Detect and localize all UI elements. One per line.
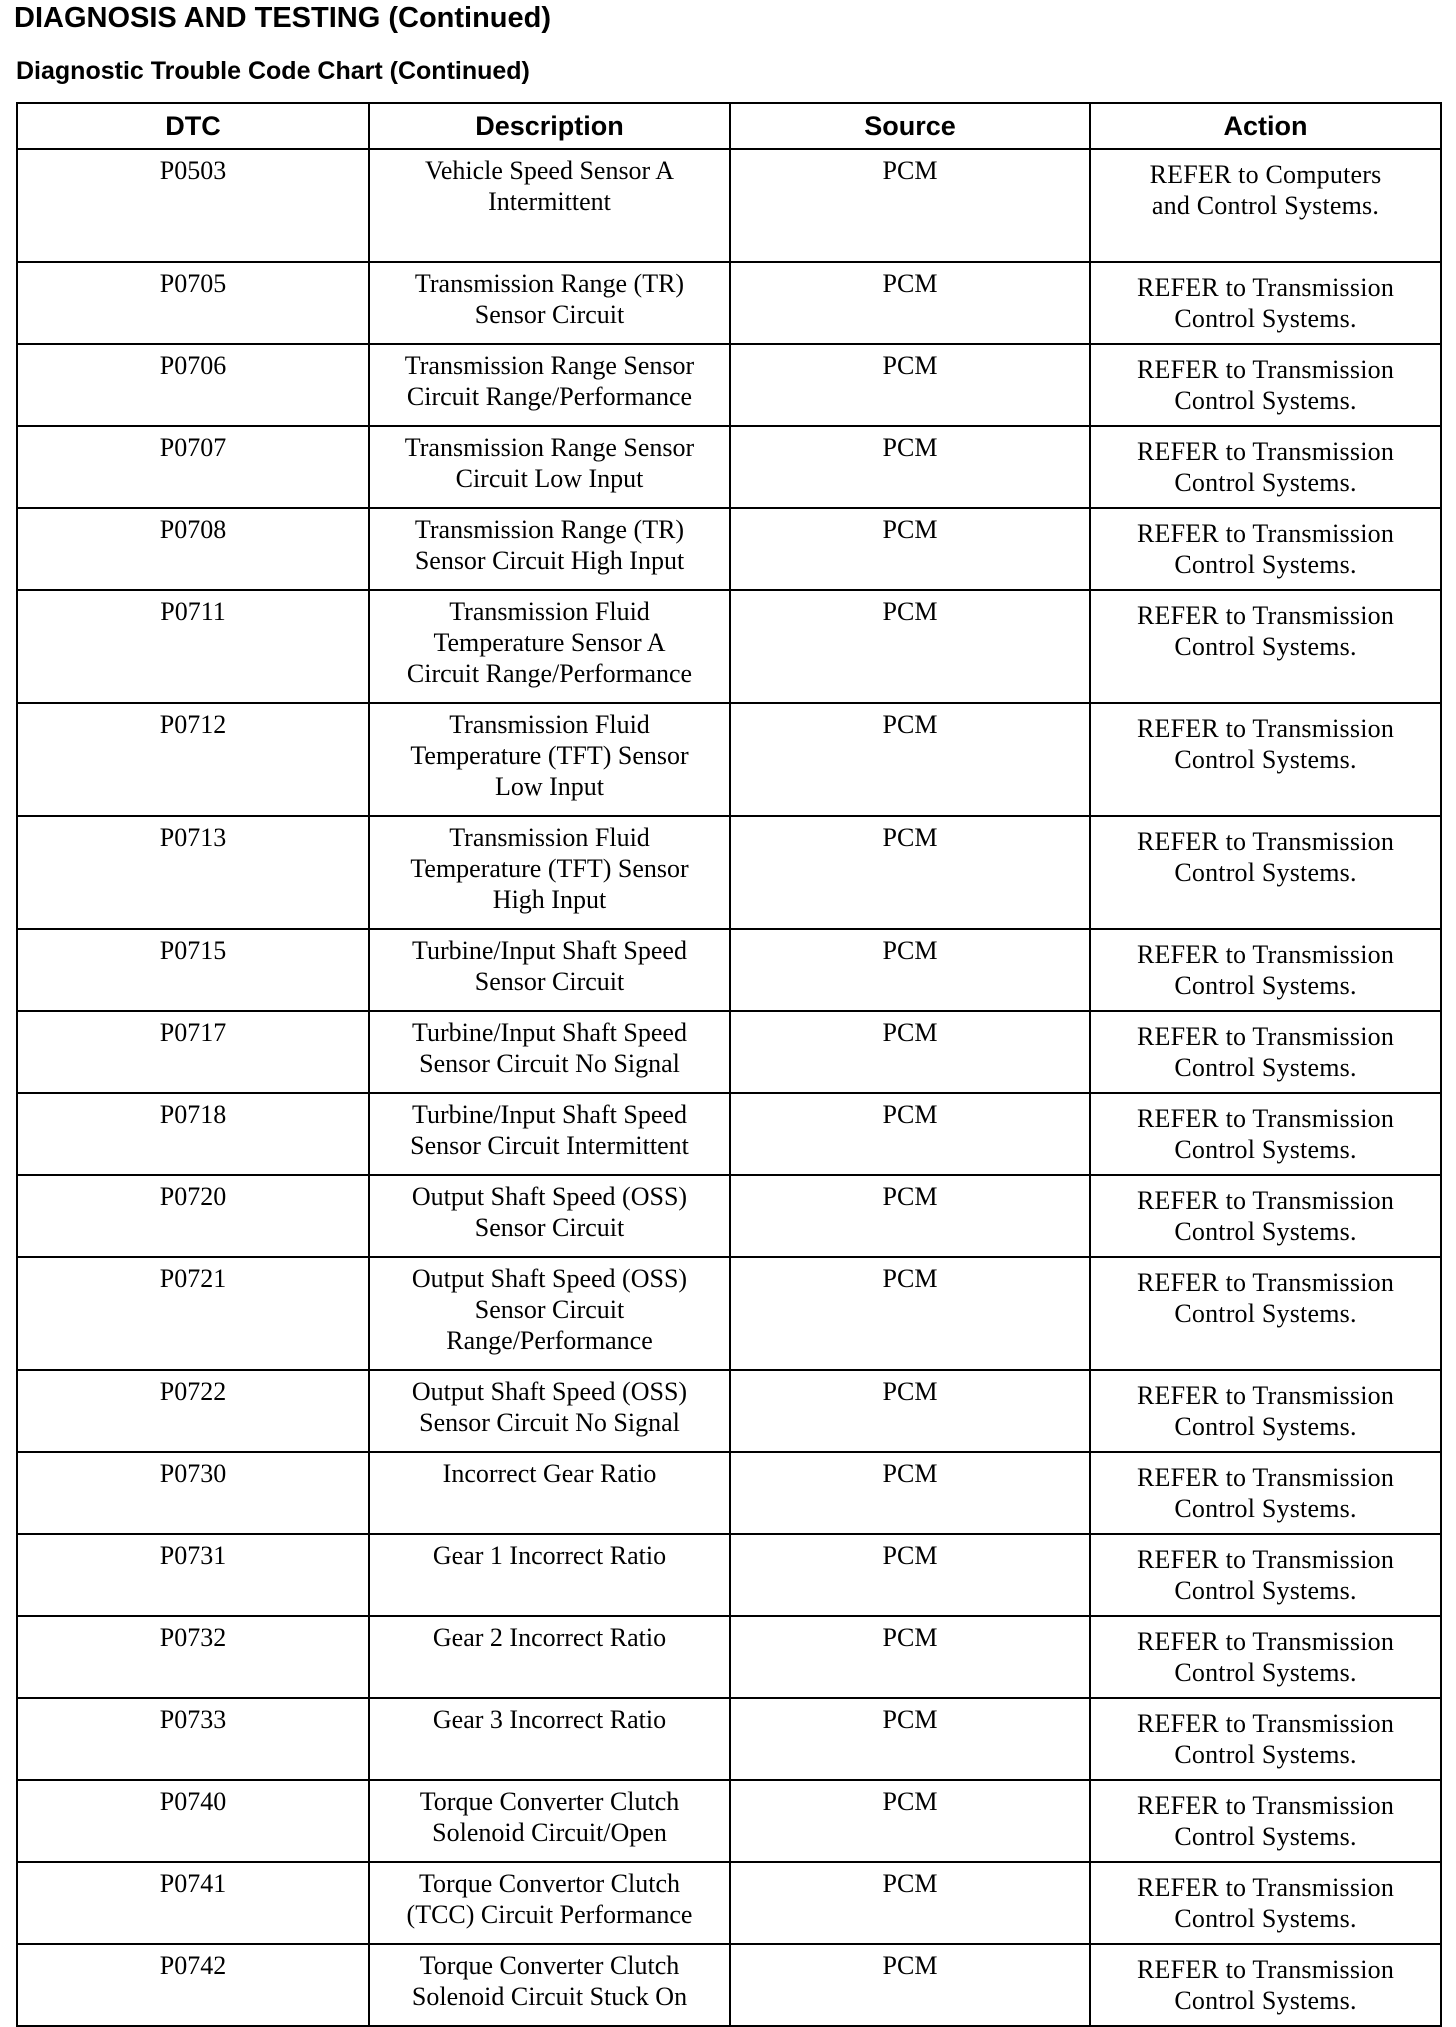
description-cell: Vehicle Speed Sensor A Intermittent bbox=[369, 149, 730, 262]
table-row bbox=[17, 1175, 1441, 1257]
description-cell: Transmission Range (TR) Sensor Circuit bbox=[369, 262, 730, 344]
dtc-cell: P0711 bbox=[17, 590, 369, 703]
source-cell: PCM bbox=[730, 1093, 1090, 1175]
dtc-cell: P0731 bbox=[17, 1534, 369, 1616]
dtc-cell: P0721 bbox=[17, 1257, 369, 1370]
dtc-cell: P0733 bbox=[17, 1698, 369, 1780]
action-cell: REFER to Transmission Control Systems. bbox=[1090, 1698, 1441, 1780]
dtc-cell: P0740 bbox=[17, 1780, 369, 1862]
column-header-description: Description bbox=[369, 103, 730, 149]
dtc-cell: P0730 bbox=[17, 1452, 369, 1534]
description-cell: Transmission Fluid Temperature (TFT) Sensor High Input bbox=[369, 816, 730, 929]
chart-title: Diagnostic Trouble Code Chart (Continued) bbox=[16, 57, 530, 85]
source-cell: PCM bbox=[730, 590, 1090, 703]
dtc-cell: P0741 bbox=[17, 1862, 369, 1944]
description-cell: Transmission Fluid Temperature (TFT) Sensor Low Input bbox=[369, 703, 730, 816]
description-cell: Output Shaft Speed (OSS) Sensor Circuit No Signal bbox=[369, 1370, 730, 1452]
description-cell: Torque Convertor Clutch (TCC) Circuit Performance bbox=[369, 1862, 730, 1944]
description-cell: Transmission Fluid Temperature Sensor A Circuit Range/Performance bbox=[369, 590, 730, 703]
action-cell: REFER to Transmission Control Systems. bbox=[1090, 1093, 1441, 1175]
table-row bbox=[17, 1944, 1441, 2026]
dtc-cell: P0503 bbox=[17, 149, 369, 262]
action-cell: REFER to Transmission Control Systems. bbox=[1090, 1011, 1441, 1093]
dtc-cell: P0718 bbox=[17, 1093, 369, 1175]
source-cell: PCM bbox=[730, 1698, 1090, 1780]
description-cell: Turbine/Input Shaft Speed Sensor Circuit No Signal bbox=[369, 1011, 730, 1093]
source-cell: PCM bbox=[730, 262, 1090, 344]
table-row bbox=[17, 508, 1441, 590]
action-cell: REFER to Transmission Control Systems. bbox=[1090, 816, 1441, 929]
description-cell: Transmission Range Sensor Circuit Low Input bbox=[369, 426, 730, 508]
page-title: DIAGNOSIS AND TESTING (Continued) bbox=[14, 2, 552, 34]
dtc-cell: P0742 bbox=[17, 1944, 369, 2026]
action-cell: REFER to Transmission Control Systems. bbox=[1090, 929, 1441, 1011]
dtc-cell: P0720 bbox=[17, 1175, 369, 1257]
description-cell: Turbine/Input Shaft Speed Sensor Circuit bbox=[369, 929, 730, 1011]
description-cell: Torque Converter Clutch Solenoid Circuit/Open bbox=[369, 1780, 730, 1862]
table-row bbox=[17, 149, 1441, 262]
source-cell: PCM bbox=[730, 1175, 1090, 1257]
source-cell: PCM bbox=[730, 1452, 1090, 1534]
table-row bbox=[17, 590, 1441, 703]
table-row bbox=[17, 1452, 1441, 1534]
source-cell: PCM bbox=[730, 1257, 1090, 1370]
table-row bbox=[17, 1011, 1441, 1093]
action-cell: REFER to Transmission Control Systems. bbox=[1090, 1944, 1441, 2026]
action-cell: REFER to Transmission Control Systems. bbox=[1090, 703, 1441, 816]
action-cell: REFER to Transmission Control Systems. bbox=[1090, 1452, 1441, 1534]
action-cell: REFER to Transmission Control Systems. bbox=[1090, 1862, 1441, 1944]
description-cell: Transmission Range (TR) Sensor Circuit High Input bbox=[369, 508, 730, 590]
table-row bbox=[17, 1093, 1441, 1175]
description-cell: Transmission Range Sensor Circuit Range/Performance bbox=[369, 344, 730, 426]
dtc-cell: P0712 bbox=[17, 703, 369, 816]
source-cell: PCM bbox=[730, 1780, 1090, 1862]
action-cell: REFER to Transmission Control Systems. bbox=[1090, 344, 1441, 426]
dtc-cell: P0708 bbox=[17, 508, 369, 590]
description-cell: Output Shaft Speed (OSS) Sensor Circuit bbox=[369, 1175, 730, 1257]
source-cell: PCM bbox=[730, 149, 1090, 262]
source-cell: PCM bbox=[730, 1944, 1090, 2026]
column-header-dtc: DTC bbox=[17, 103, 369, 149]
table-row bbox=[17, 1616, 1441, 1698]
source-cell: PCM bbox=[730, 508, 1090, 590]
source-cell: PCM bbox=[730, 1534, 1090, 1616]
source-cell: PCM bbox=[730, 344, 1090, 426]
table-row bbox=[17, 1370, 1441, 1452]
description-cell: Turbine/Input Shaft Speed Sensor Circuit Intermittent bbox=[369, 1093, 730, 1175]
table-row bbox=[17, 1862, 1441, 1944]
dtc-cell: P0717 bbox=[17, 1011, 369, 1093]
table-row bbox=[17, 1780, 1441, 1862]
table-row bbox=[17, 1698, 1441, 1780]
dtc-cell: P0707 bbox=[17, 426, 369, 508]
dtc-cell: P0715 bbox=[17, 929, 369, 1011]
action-cell: REFER to Transmission Control Systems. bbox=[1090, 590, 1441, 703]
action-cell: REFER to Transmission Control Systems. bbox=[1090, 1616, 1441, 1698]
source-cell: PCM bbox=[730, 1862, 1090, 1944]
table-row bbox=[17, 262, 1441, 344]
source-cell: PCM bbox=[730, 426, 1090, 508]
action-cell: REFER to Transmission Control Systems. bbox=[1090, 426, 1441, 508]
description-cell: Gear 3 Incorrect Ratio bbox=[369, 1698, 730, 1780]
action-cell: REFER to Transmission Control Systems. bbox=[1090, 1534, 1441, 1616]
description-cell: Incorrect Gear Ratio bbox=[369, 1452, 730, 1534]
description-cell: Gear 1 Incorrect Ratio bbox=[369, 1534, 730, 1616]
description-cell: Torque Converter Clutch Solenoid Circuit Stuck On bbox=[369, 1944, 730, 2026]
source-cell: PCM bbox=[730, 929, 1090, 1011]
table-row bbox=[17, 929, 1441, 1011]
table-row bbox=[17, 703, 1441, 816]
action-cell: REFER to Transmission Control Systems. bbox=[1090, 1780, 1441, 1862]
source-cell: PCM bbox=[730, 1616, 1090, 1698]
description-cell: Output Shaft Speed (OSS) Sensor Circuit Range/Performance bbox=[369, 1257, 730, 1370]
action-cell: REFER to Computers and Control Systems. bbox=[1090, 149, 1441, 262]
dtc-cell: P0732 bbox=[17, 1616, 369, 1698]
action-cell: REFER to Transmission Control Systems. bbox=[1090, 508, 1441, 590]
action-cell: REFER to Transmission Control Systems. bbox=[1090, 1257, 1441, 1370]
source-cell: PCM bbox=[730, 1370, 1090, 1452]
dtc-cell: P0706 bbox=[17, 344, 369, 426]
table-header-row bbox=[17, 103, 1441, 149]
table-row bbox=[17, 1257, 1441, 1370]
column-header-source: Source bbox=[730, 103, 1090, 149]
table-row bbox=[17, 344, 1441, 426]
dtc-cell: P0722 bbox=[17, 1370, 369, 1452]
column-header-action: Action bbox=[1090, 103, 1441, 149]
action-cell: REFER to Transmission Control Systems. bbox=[1090, 1370, 1441, 1452]
table-row bbox=[17, 1534, 1441, 1616]
dtc-cell: P0705 bbox=[17, 262, 369, 344]
dtc-table bbox=[16, 102, 1442, 2027]
source-cell: PCM bbox=[730, 703, 1090, 816]
table-row bbox=[17, 816, 1441, 929]
action-cell: REFER to Transmission Control Systems. bbox=[1090, 1175, 1441, 1257]
table-row bbox=[17, 426, 1441, 508]
description-cell: Gear 2 Incorrect Ratio bbox=[369, 1616, 730, 1698]
dtc-cell: P0713 bbox=[17, 816, 369, 929]
action-cell: REFER to Transmission Control Systems. bbox=[1090, 262, 1441, 344]
source-cell: PCM bbox=[730, 1011, 1090, 1093]
source-cell: PCM bbox=[730, 816, 1090, 929]
